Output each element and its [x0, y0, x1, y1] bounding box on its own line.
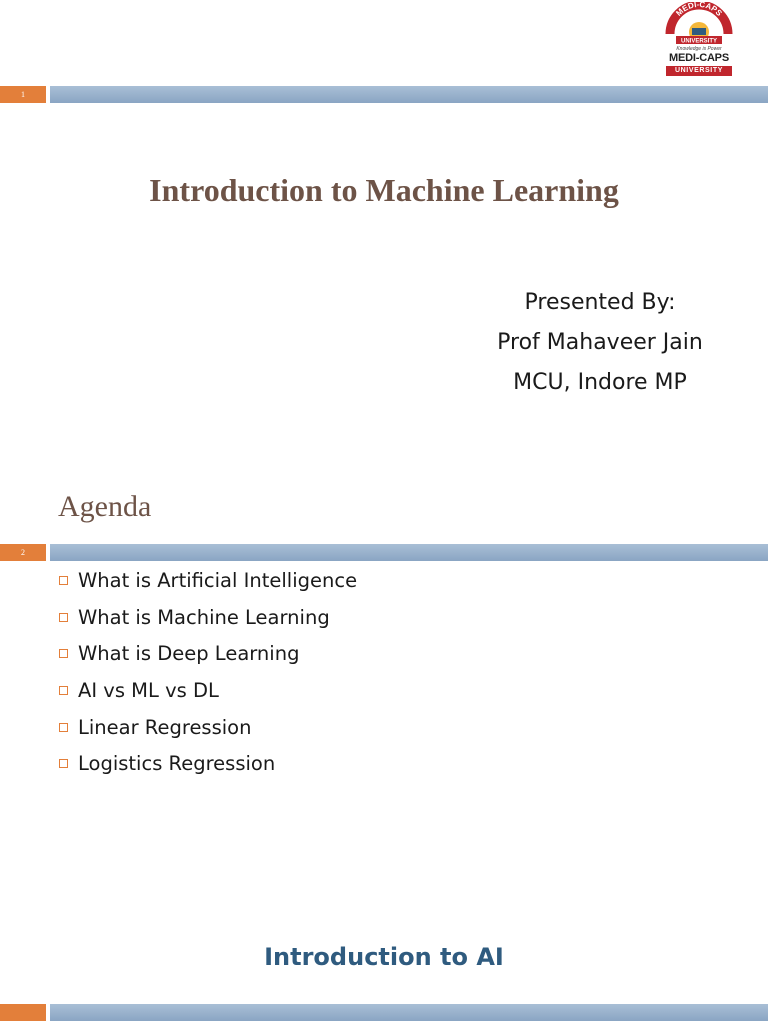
logo-ribbon-text: UNIVERSITY	[680, 38, 718, 45]
agenda-item	[58, 752, 357, 789]
slide-3	[0, 890, 768, 1024]
logo-tagline: Knowledge is Power	[676, 46, 722, 52]
agenda-item-label: What is Deep Learning	[78, 642, 300, 666]
agenda-item-label: What is Machine Learning	[78, 605, 330, 629]
slide-header-bar	[0, 1004, 768, 1021]
agenda-item-label: AI vs ML vs DL	[78, 679, 219, 703]
agenda-item	[58, 606, 357, 643]
slide-header-bar	[0, 544, 768, 561]
slide-title: Introduction to Machine Learning	[149, 172, 619, 208]
logo-arc-text: MEDI-CAPS	[674, 2, 724, 18]
presenter-line: Presented By:	[524, 290, 676, 315]
agenda-item	[58, 642, 357, 679]
university-emblem-icon	[662, 2, 736, 48]
agenda-item	[58, 569, 357, 606]
header-bar-fill	[50, 86, 768, 103]
slide-2	[0, 470, 768, 890]
agenda-list	[58, 569, 357, 789]
hollow-square-bullet-icon	[59, 686, 68, 695]
slide-header-bar	[0, 86, 768, 103]
slide-number	[0, 1004, 46, 1021]
hollow-square-bullet-icon	[59, 613, 68, 622]
logo-sub: UNIVERSITY	[666, 66, 732, 76]
medicaps-logo	[662, 2, 736, 78]
header-bar-fill	[50, 544, 768, 561]
slide-number: 1	[0, 86, 46, 103]
hollow-square-bullet-icon	[59, 576, 68, 585]
agenda-item-label: Logistics Regression	[78, 752, 276, 776]
hollow-square-bullet-icon	[59, 649, 68, 658]
logo-name: MEDI-CAPS	[669, 52, 729, 64]
agenda-item-label: What is Artificial Intelligence	[78, 569, 358, 592]
hollow-square-bullet-icon	[59, 723, 68, 732]
presenter-line: Prof Mahaveer Jain	[497, 330, 703, 355]
slide-1	[0, 0, 768, 470]
hollow-square-bullet-icon	[59, 759, 68, 768]
agenda-item	[58, 679, 357, 716]
presenter-line: MCU, Indore MP	[513, 370, 687, 395]
agenda-item-label: Linear Regression	[78, 715, 252, 739]
section-title: Introduction to AI	[264, 943, 504, 971]
agenda-item	[58, 716, 357, 753]
slide-number: 2	[0, 544, 46, 561]
header-bar-fill	[50, 1004, 768, 1021]
agenda-title: Agenda	[58, 490, 152, 523]
presenter-block	[470, 283, 730, 403]
